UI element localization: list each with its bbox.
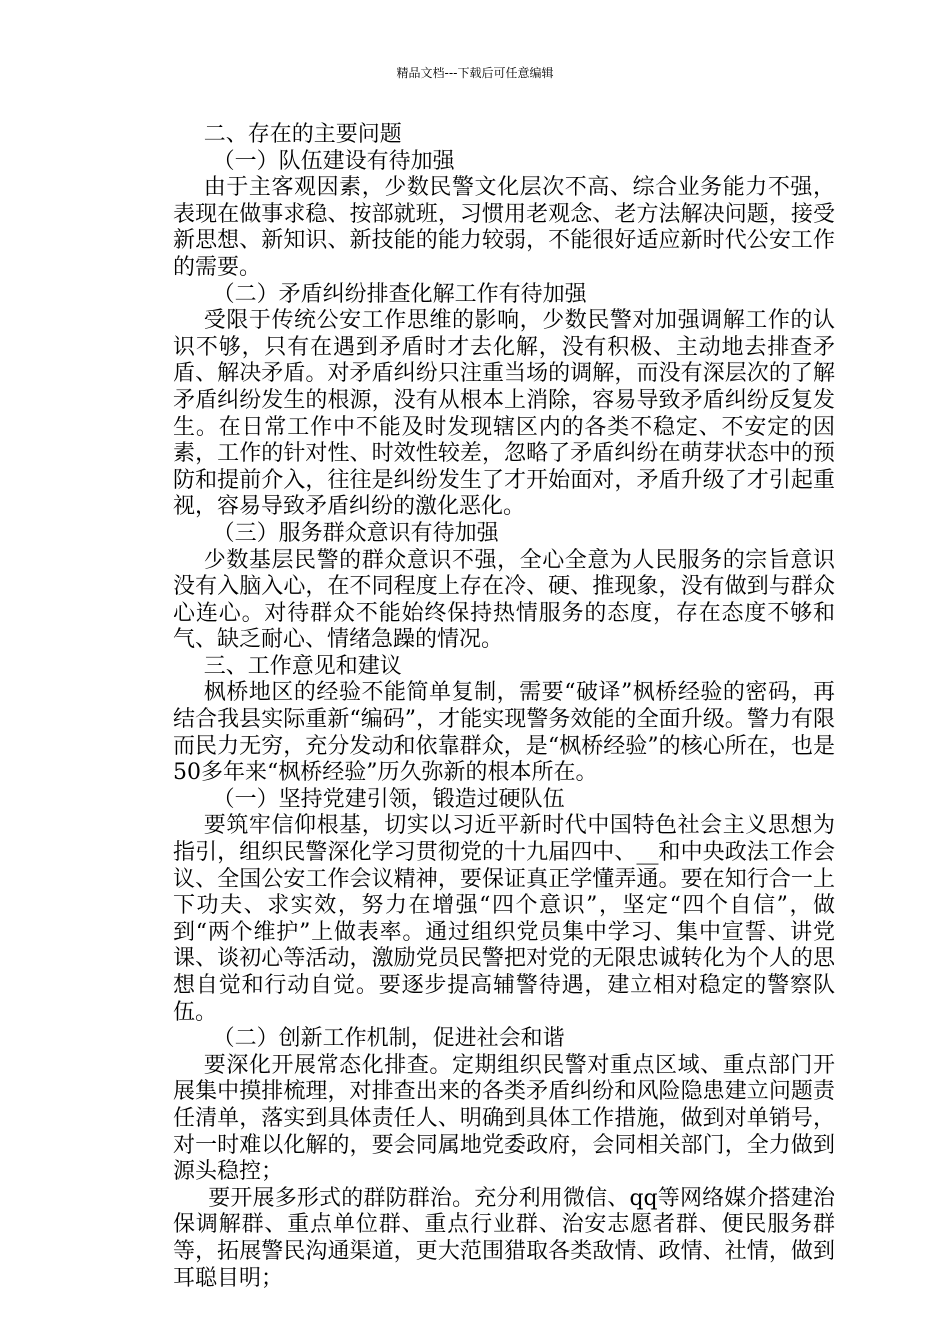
page-header: 精品文档---下载后可任意编辑 — [396, 66, 554, 80]
subheading-service: （三）服务群众意识有待加强 — [212, 520, 499, 546]
paragraph-service: 少数基层民警的群众意识不强，全心全意为人民服务的宗旨意识没有入脑入心，在不同程度上存在冷、硬、推现象，没有做到与群众心连心。对待群众不能始终保持热情服务的态度，存在态度不够和气、缺乏耐心、情绪急躁的情况。 — [173, 547, 835, 653]
paragraph-mass-prevention: 要开展多形式的群防群治。充分利用微信、qq等网络媒介搭建治保调解群、重点单位群、重点行业群、治安志愿者群、便民服务群等，拓展警民沟通渠道，更大范围猎取各类敌情、政情、社情，做到耳聪目明； — [173, 1185, 835, 1291]
section-heading-problems: 二、存在的主要问题 — [203, 122, 402, 147]
subheading-dispute: （二）矛盾纠纷排查化解工作有待加强 — [212, 281, 587, 307]
paragraph-mechanism: 要深化开展常态化排查。定期组织民警对重点区域、重点部门开展集中摸排梳理，对排查出来的各类矛盾纠纷和风险隐患建立问题责任清单，落实到具体责任人、明确到具体工作措施，做到对单销号，对一时难以化解的，要会同属地党委政府，会同相关部门，全力做到源头稳控； — [173, 1052, 835, 1185]
subheading-party: （一）坚持党建引领，锻造过硬队伍 — [212, 786, 565, 812]
paragraph-party: 要筑牢信仰根基，切实以习近平新时代中国特色社会主义思想为指引，组织民警深化学习贯彻党的十九届四中、__和中央政法工作会议、全国公安工作会议精神，要保证真正学懂弄通。要在知行合一上下功夫、求实效，努力在增强“四个意识”，坚定“四个自信”，做到“两个维护”上做表率。通过组织党员集中学习、集中宣誓、讲党课、谈初心等活动，激励党员民警把对党的无限忠诚转化为个人的思想自觉和行动自觉。要逐步提高辅警待遇，建立相对稳定的警察队伍。 — [173, 813, 835, 1025]
section-heading-suggestions: 三、工作意见和建议 — [203, 653, 402, 679]
subheading-team: （一）队伍建设有待加强 — [212, 148, 455, 174]
paragraph-team: 由于主客观因素，少数民警文化层次不高、综合业务能力不强，表现在做事求稳、按部就班，习惯用老观念、老方法解决问题，接受新思想、新知识、新技能的能力较弱，不能很好适应新时代公安工作的需要。 — [173, 175, 835, 280]
subheading-mechanism: （二）创新工作机制，促进社会和谐 — [212, 1026, 565, 1052]
document-body — [173, 122, 835, 1292]
paragraph-fengqiao: 枫桥地区的经验不能简单复制，需要“破译”枫桥经验的密码，再结合我县实际重新“编码”，才能实现警务效能的全面升级。警力有限而民力无穷，充分发动和依靠群众，是“枫桥经验”的核心所在，也是50多年来“枫桥经验”历久弥新的根本所在。 — [173, 680, 835, 786]
paragraph-dispute: 受限于传统公安工作思维的影响，少数民警对加强调解工作的认识不够，只有在遇到矛盾时才去化解，没有积极、主动地去排查矛盾、解决矛盾。对矛盾纠纷只注重当场的调解，而没有深层次的了解矛盾纠纷发生的根源，没有从根本上消除，容易导致矛盾纠纷反复发生。在日常工作中不能及时发现辖区内的各类不稳定、不安定的因素，工作的针对性、时效性较差，忽略了矛盾纠纷在萌芽状态中的预防和提前介入，往往是纠纷发生了才开始面对，矛盾升级了才引起重视，容易导致矛盾纠纷的激化恶化。 — [173, 308, 835, 520]
